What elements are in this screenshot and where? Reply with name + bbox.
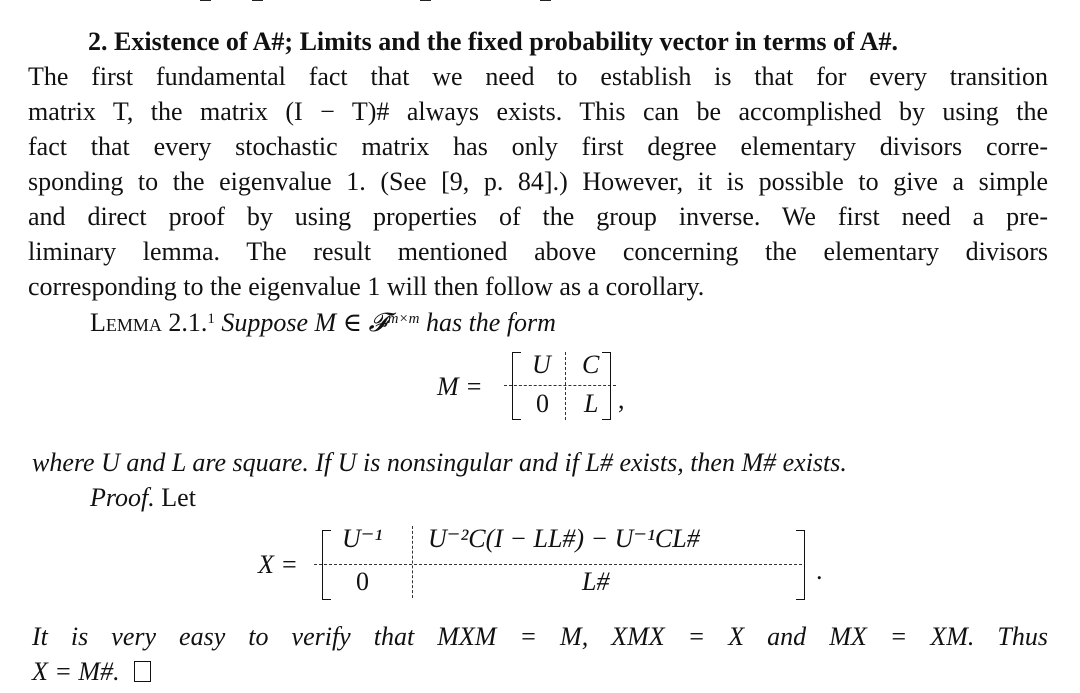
section-heading: 2. Existence of A#; Limits and the fixed probability vector in terms of A#. — [88, 27, 899, 56]
matrix-x-a21: 0 — [356, 567, 369, 596]
cropped-bracket — [540, 0, 551, 1]
lemma-conclusion: where U and L are square. If U is nonsingular and if L# exists, then M# exists. — [32, 448, 847, 477]
lemma-dimension: m×m — [387, 311, 420, 327]
partition-horizontal — [314, 564, 802, 565]
closing-equation: X = M#. — [32, 657, 120, 686]
closing-line-1: It is very easy to verify that MXM = M, XMX = X and MX = XM. Thus — [32, 622, 1048, 651]
cropped-bracket — [252, 0, 263, 1]
matrix-m-u: U — [532, 350, 551, 379]
matrix-x-a22: L# — [582, 567, 610, 596]
partition-vertical — [412, 526, 413, 598]
matrix-m-lhs: M = — [437, 372, 483, 401]
cropped-bracket — [200, 0, 211, 1]
body-line-2: matrix T, the matrix (I − T)# always exists. This can be accomplished by using the — [28, 97, 1048, 126]
right-bracket — [796, 530, 805, 600]
proof-line — [90, 483, 196, 513]
matrix-x-a11: U⁻¹ — [342, 524, 383, 553]
body-line-4: sponding to the eigenvalue 1. (See [9, p. 84].) However, it is possible to give a simple — [28, 167, 1048, 196]
body-line-3: fact that every stochastic matrix has only first degree elementary divisors corre- — [28, 132, 1048, 161]
left-bracket — [512, 352, 521, 420]
lemma-label: Lemma 2.1. — [90, 308, 208, 337]
matrix-m-comma: , — [618, 385, 625, 414]
partition-horizontal — [504, 385, 616, 386]
proof-text: Let — [161, 483, 196, 512]
lemma-statement — [90, 308, 556, 338]
body-line-1: The first fundamental fact that we need to establish is that for every transition — [28, 62, 1048, 91]
lemma-text: Suppose M ∈ 𝓕 — [221, 308, 388, 337]
lemma-text-end: has the form — [425, 308, 556, 337]
matrix-x-a12: U⁻²C(I − LL#) − U⁻¹CL# — [428, 524, 700, 553]
left-bracket — [322, 530, 331, 600]
closing-line-2 — [32, 657, 151, 687]
matrix-m-c: C — [582, 350, 600, 379]
qed-icon — [134, 661, 151, 682]
body-line-7: corresponding to the eigenvalue 1 will then follow as a corollary. — [28, 272, 705, 301]
cropped-previous-line — [0, 0, 1080, 2]
matrix-x-period: . — [816, 556, 823, 585]
footnote-mark: 1 — [207, 311, 215, 327]
matrix-x-lhs: X = — [258, 550, 298, 579]
proof-label: Proof. — [90, 483, 155, 512]
cropped-bracket — [420, 0, 431, 1]
matrix-m-zero: 0 — [536, 389, 549, 418]
right-bracket — [602, 352, 611, 420]
partition-vertical — [565, 352, 566, 420]
body-line-5: and direct proof by using properties of the group inverse. We first need a pre- — [28, 202, 1048, 231]
matrix-m-l: L — [584, 389, 599, 418]
body-line-6: liminary lemma. The result mentioned above concerning the elementary divisors — [28, 237, 1048, 266]
